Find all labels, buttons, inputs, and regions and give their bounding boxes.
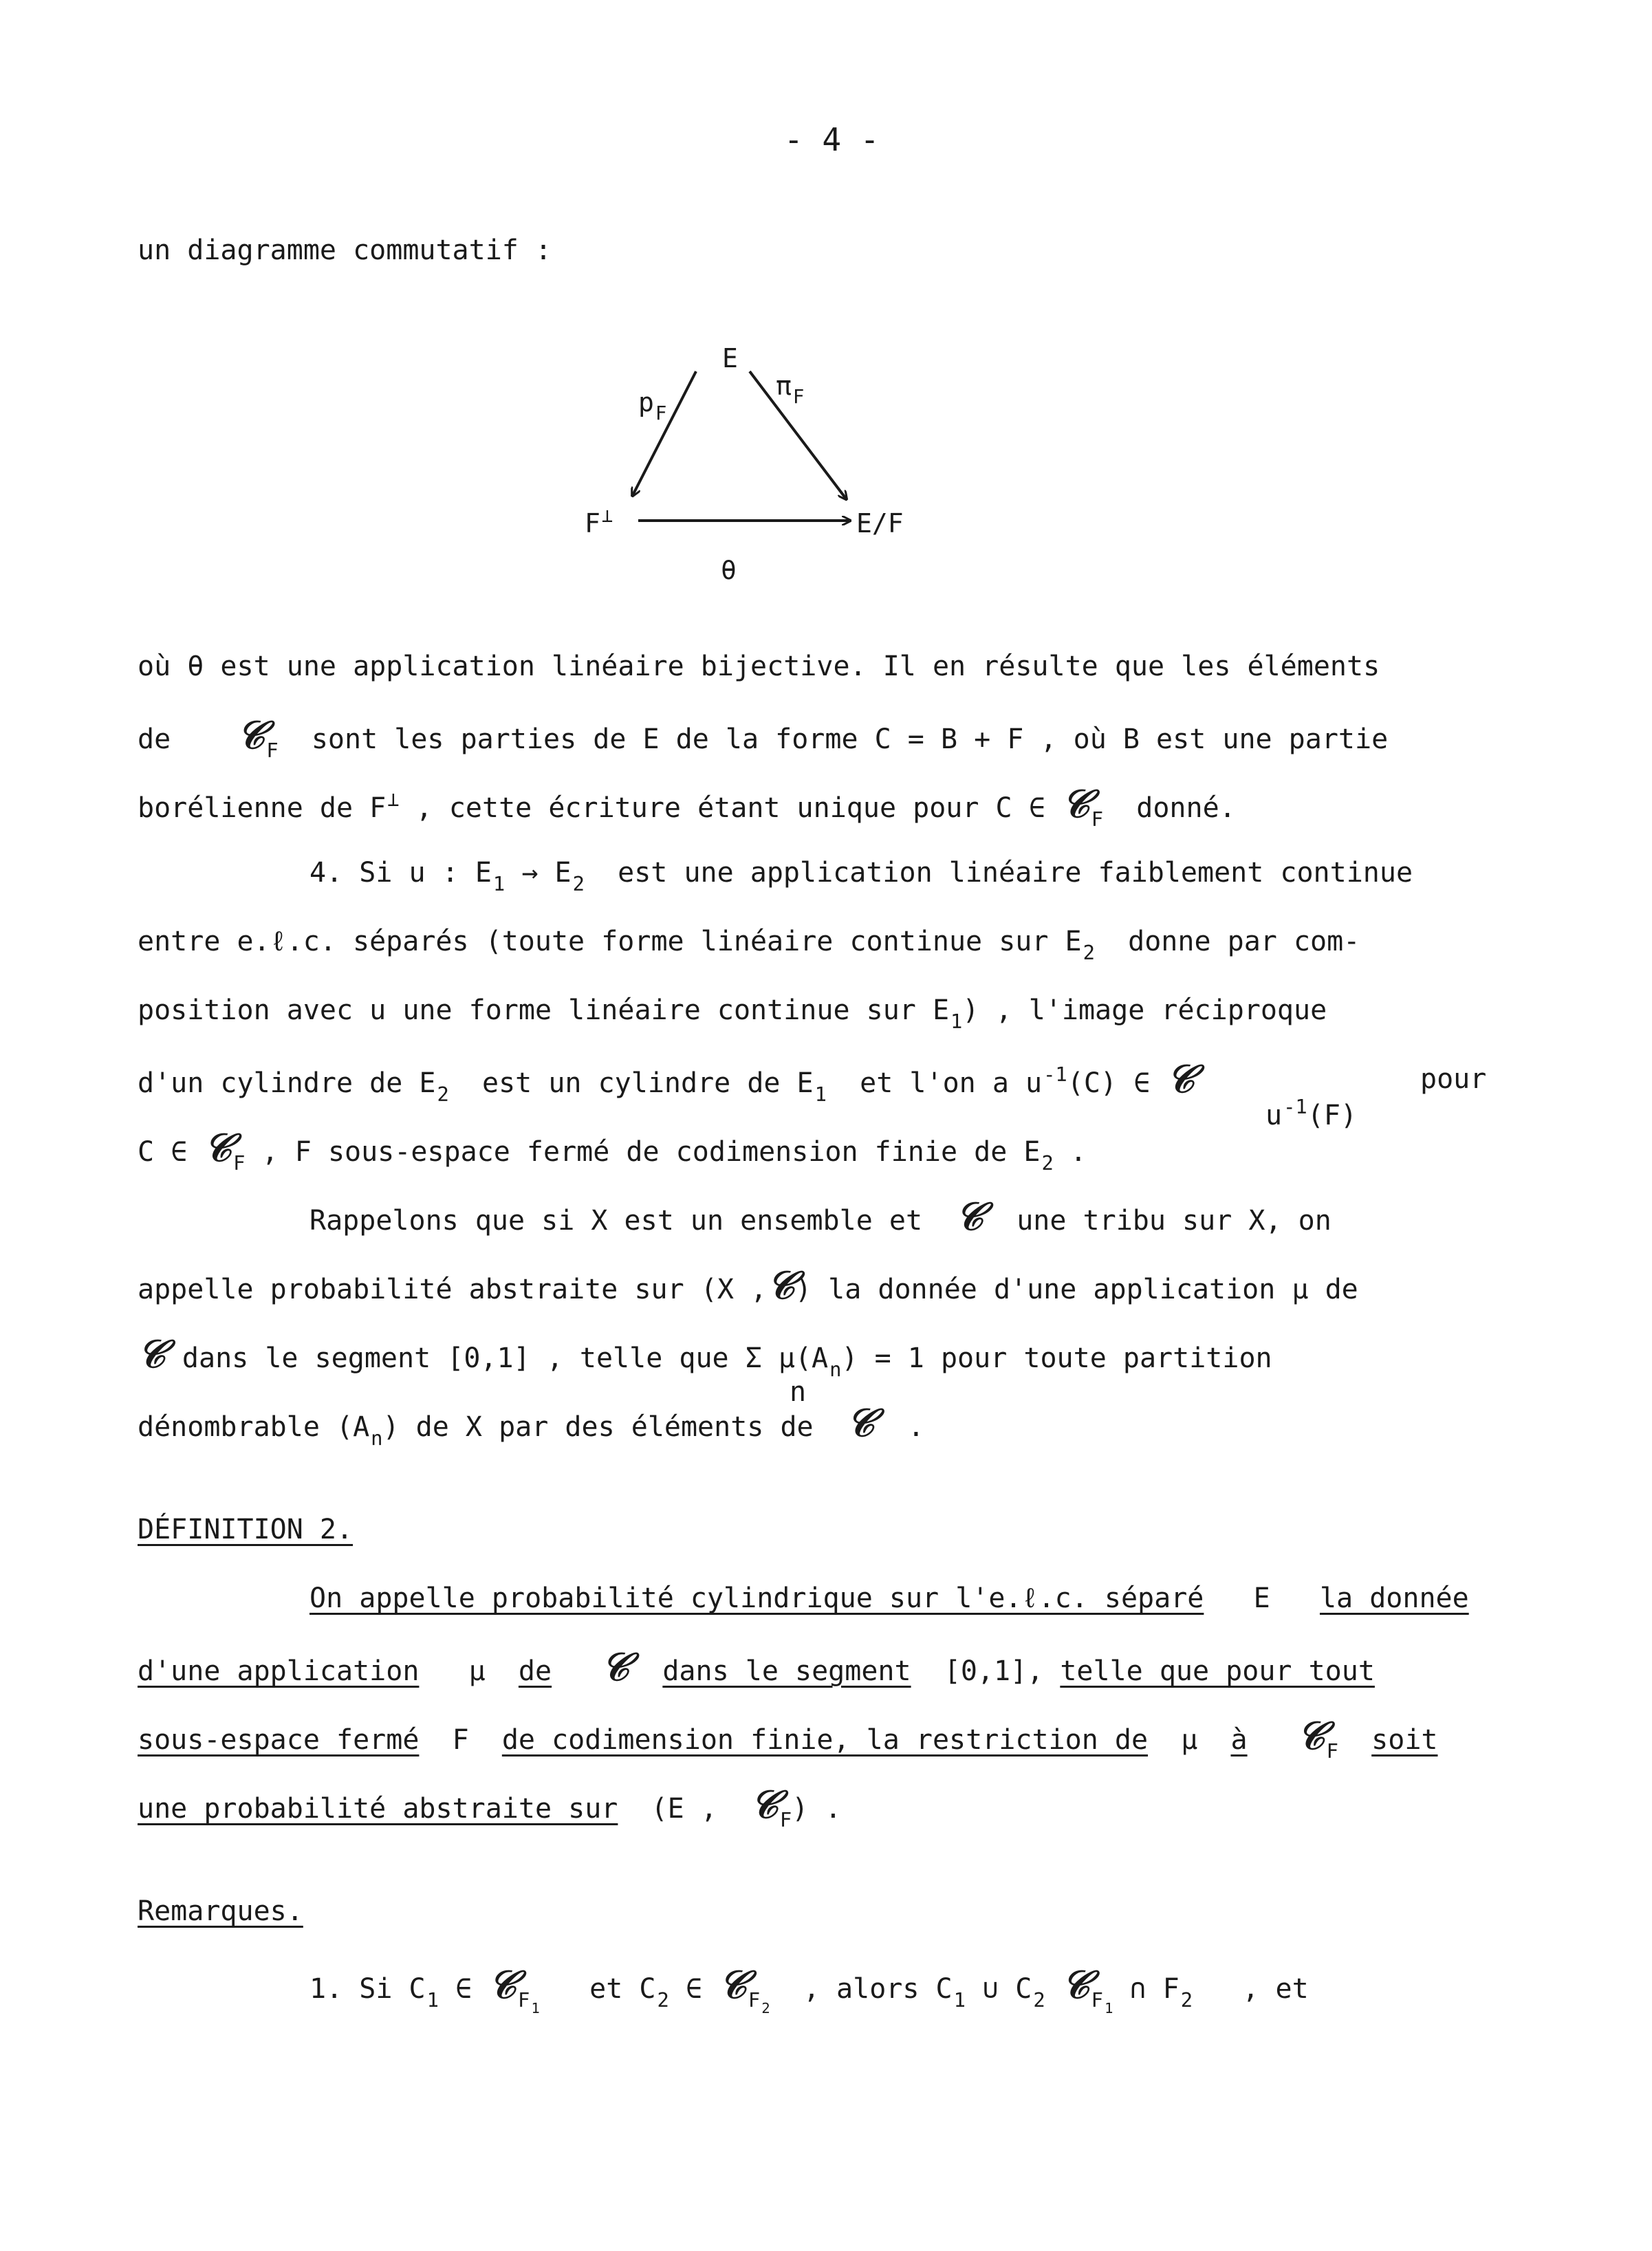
definition-line4: une probabilité abstraite sur (E , 𝒞$_F$) . (138, 1782, 842, 1831)
diagram-label-theta: θ (721, 555, 737, 585)
para1-line1: où θ est une application linéaire bijective. Il en résulte que les éléments (138, 651, 1380, 682)
para2-line4: d'un cylindre de $E_2$ est un cylindre de $E_1$ et l'on a $u^{-1}(C)$ ∈ 𝒞 (138, 1056, 1195, 1106)
remarks-line1: 1. Si $C_1$ ∈ 𝒞$_{F_1}$ et $C_2$ ∈ 𝒞$_{F_2}$ , alors $C_1$ ∪ $C_2$ 𝒞$_{F_1}$ ∩ $F_2$ , et (309, 1962, 1309, 2017)
definition-line2: d'une application μ de 𝒞 dans le segment [0,1], telle que pour tout (138, 1644, 1375, 1690)
para2-line4-end: pour (1420, 1063, 1487, 1095)
diagram-label-pi: $\pi_F$ (776, 371, 805, 409)
para2-line3: position avec u une forme linéaire continue sur $E_1$) , l'image réciproque (138, 994, 1327, 1033)
para2-line5: C ∈ 𝒞$_F$ , F sous-espace fermé de codimension finie de $E_2$ . (138, 1125, 1087, 1175)
para3-sum-index: n (790, 1376, 807, 1408)
remarks-title: Remarques. (138, 1895, 303, 1927)
para3-line1: Rappelons que si X est un ensemble et 𝒞 une tribu sur X, on (309, 1194, 1332, 1239)
diagram-node-E: E (722, 343, 738, 373)
para2-line4-subscript: $u^{-1}(F)$ (1265, 1095, 1358, 1131)
intro-line: un diagramme commutatif : (138, 235, 552, 266)
para3-line2: appelle probabilité abstraite sur (X ,𝒞) la donnée d'une application μ de (138, 1263, 1358, 1308)
para2-line1: 4. Si u : $E_1 \to E_2$ est une application linéaire faiblement continue (309, 857, 1413, 895)
para3-line4: dénombrable $(A_n)$ de X par des éléments de 𝒞 . (138, 1400, 924, 1450)
definition-title: DÉFINITION 2. (138, 1514, 354, 1545)
para1-line3: borélienne de F⊥ , cette écriture étant unique pour C ∈ 𝒞$_F$ donné. (138, 781, 1236, 831)
page-number: - 4 - (784, 121, 880, 158)
diagram-label-p: $p_F$ (638, 387, 667, 425)
definition-line1: On appelle probabilité cylindrique sur l'e.ℓ.c. séparé E la donnée (309, 1583, 1469, 1614)
diagram-node-E-over-F: E/F (856, 508, 904, 539)
para2-line2: entre e.ℓ.c. séparés (toute forme linéaire continue sur $E_2$ donne par com- (138, 926, 1360, 964)
para1-line2: de 𝒞$_F$ sont les parties de E de la forme C = B + F , où B est une partie (138, 713, 1389, 762)
definition-line3: sous-espace fermé F de codimension finie, la restriction de μ à 𝒞$_F$ soit (138, 1713, 1438, 1763)
diagram-node-F-perp: F⊥ (585, 505, 613, 539)
para3-line3: 𝒞 dans le segment [0,1] , telle que Σ $\mu(A_n) = 1$ pour toute partition (138, 1331, 1272, 1381)
